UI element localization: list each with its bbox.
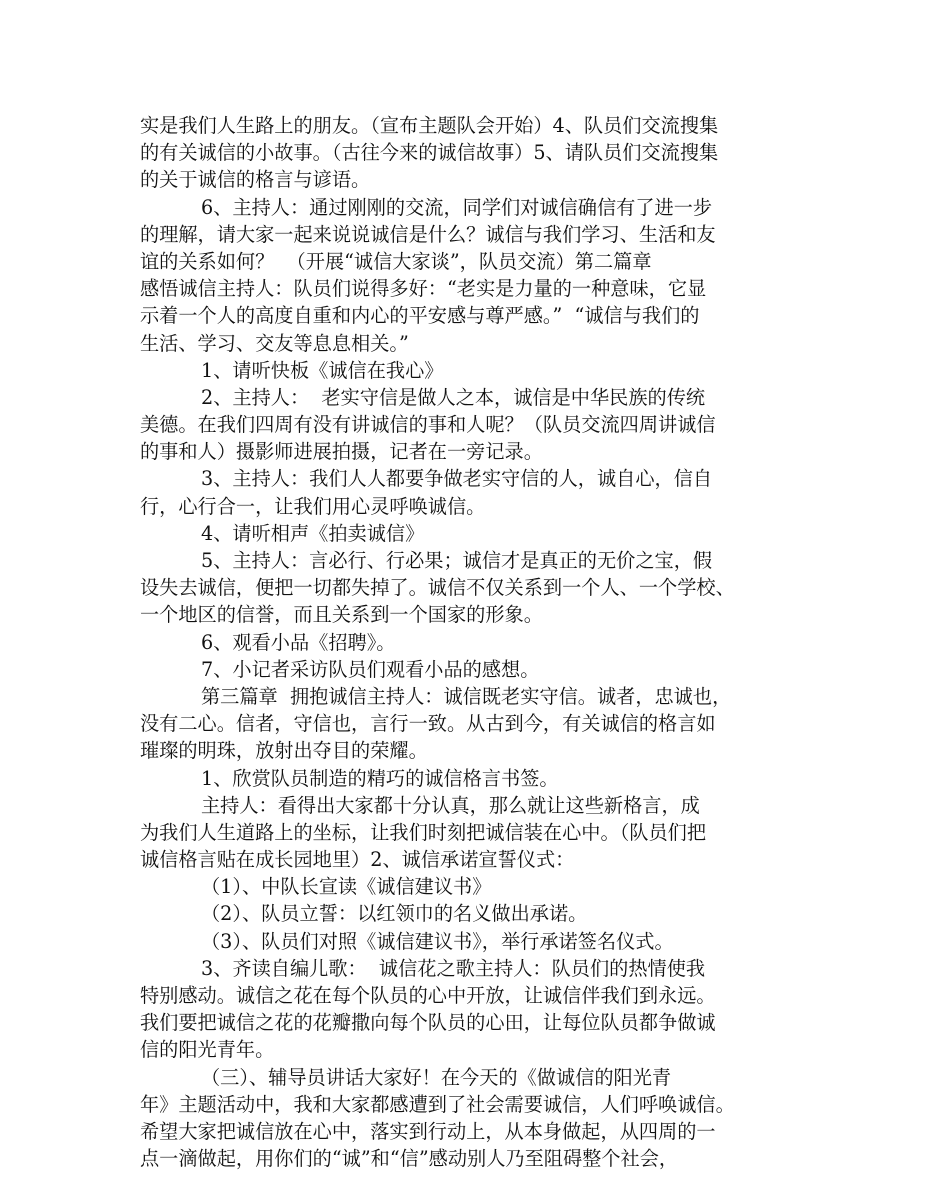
text-line: 年》主题活动中，我和大家都感遭到了社会需要诚信，人们呼唤诚信。 [140, 1092, 735, 1116]
text-line: 7、小记者采访队员们观看小品的感想。 [140, 657, 540, 681]
text-line: 没有二心。信者，守信也，言行一致。从古到今，有关诚信的格言如 [140, 712, 716, 736]
text-line: 第三篇章 拥抱诚信主持人：诚信既老实守信。诚者，忠诚也， [140, 684, 732, 708]
text-line: 诚信格言贴在成长园地里）2、诚信承诺宣誓仪式： [140, 848, 575, 872]
text-line: 一个地区的信誉，而且关系到一个国家的形象。 [140, 603, 543, 627]
text-line: 实是我们人生路上的朋友。（宣布主题队会开始）4、队员们交流搜集 [140, 114, 719, 137]
text-line: （三）、辅导员讲话大家好！在今天的《做诚信的阳光青 [140, 1065, 672, 1089]
text-line: 谊的关系如何？ （开展“诚信大家谈”，队员交流）第二篇章 [140, 249, 652, 273]
text-line: 1、欣赏队员制造的精巧的诚信格言书签。 [140, 766, 559, 790]
text-line: 6、观看小品《招聘》。 [140, 630, 396, 654]
text-line: 3、齐读自编儿歌： 诚信花之歌主持人：队员们的热情使我 [140, 956, 706, 980]
text-line: 璀璨的明珠，放射出夺目的荣耀。 [140, 739, 428, 763]
text-line: 希望大家把诚信放在心中，落实到行动上，从本身做起，从四周的一 [140, 1119, 716, 1143]
document-body-text [140, 112, 820, 1172]
text-line: 点一滴做起，用你们的“诚”和“信”感动别人乃至阻碍整个社会， [140, 1147, 679, 1171]
text-line: 6、主持人：通过刚刚的交流，同学们对诚信确信有了进一步 [140, 195, 713, 219]
text-line: 3、主持人：我们人人都要争做老实守信的人，诚自心，信自 [140, 467, 713, 491]
text-line: 2、主持人： 老实守信是做人之本，诚信是中华民族的传统 [140, 385, 706, 409]
text-line: （3）、队员们对照《诚信建议书》，举行承诺签名仪式。 [140, 929, 674, 953]
text-line: （2）、队员立誓：以红领巾的名义做出承诺。 [140, 902, 588, 926]
text-line: 4、请听相声《拍卖诚信》 [140, 521, 425, 545]
text-line: 1、请听快板《诚信在我心》 [140, 358, 444, 382]
text-line: 设失去诚信，便把一切都失掉了。诚信不仅关系到一个人、一个学校、 [140, 576, 735, 600]
text-line: 行，心行合一，让我们用心灵呼唤诚信。 [140, 494, 486, 518]
text-line: 的关于诚信的格言与谚语。 [140, 168, 371, 192]
text-line: 的事和人）摄影师进展拍摄，记者在一旁记录。 [140, 440, 543, 464]
text-line: 的有关诚信的小故事。（古往今来的诚信故事）5、请队员们交流搜集 [140, 141, 719, 165]
text-line: 示着一个人的高度自重和内心的平安感与尊严感。” “诚信与我们的 [140, 304, 700, 328]
text-line: （1）、中队长宣读《诚信建议书》 [140, 875, 492, 899]
text-line: 我们要把诚信之花的花瓣撒向每个队员的心田，让每位队员都争做诚 [140, 1011, 716, 1035]
text-line: 5、主持人：言必行、行必果；诚信才是真正的无价之宝，假 [140, 549, 713, 572]
text-line: 为我们人生道路上的坐标，让我们时刻把诚信装在心中。（队员们把 [140, 820, 707, 844]
text-line: 信的阳光青年。 [140, 1038, 275, 1062]
text-line: 的理解，请大家一起来说说诚信是什么？诚信与我们学习、生活和友 [140, 222, 716, 246]
text-line: 感悟诚信主持人：队员们说得多好：“老实是力量的一种意味，它显 [140, 277, 707, 301]
text-line: 主持人：看得出大家都十分认真，那么就让这些新格言，成 [140, 793, 700, 817]
text-line: 特别感动。诚信之花在每个队员的心中开放，让诚信伴我们到永远。 [140, 984, 716, 1007]
text-line: 生活、学习、交友等息息相关。” [140, 331, 409, 355]
text-line: 美德。在我们四周有没有讲诚信的事和人呢？（队员交流四周讲诚信 [140, 413, 716, 437]
